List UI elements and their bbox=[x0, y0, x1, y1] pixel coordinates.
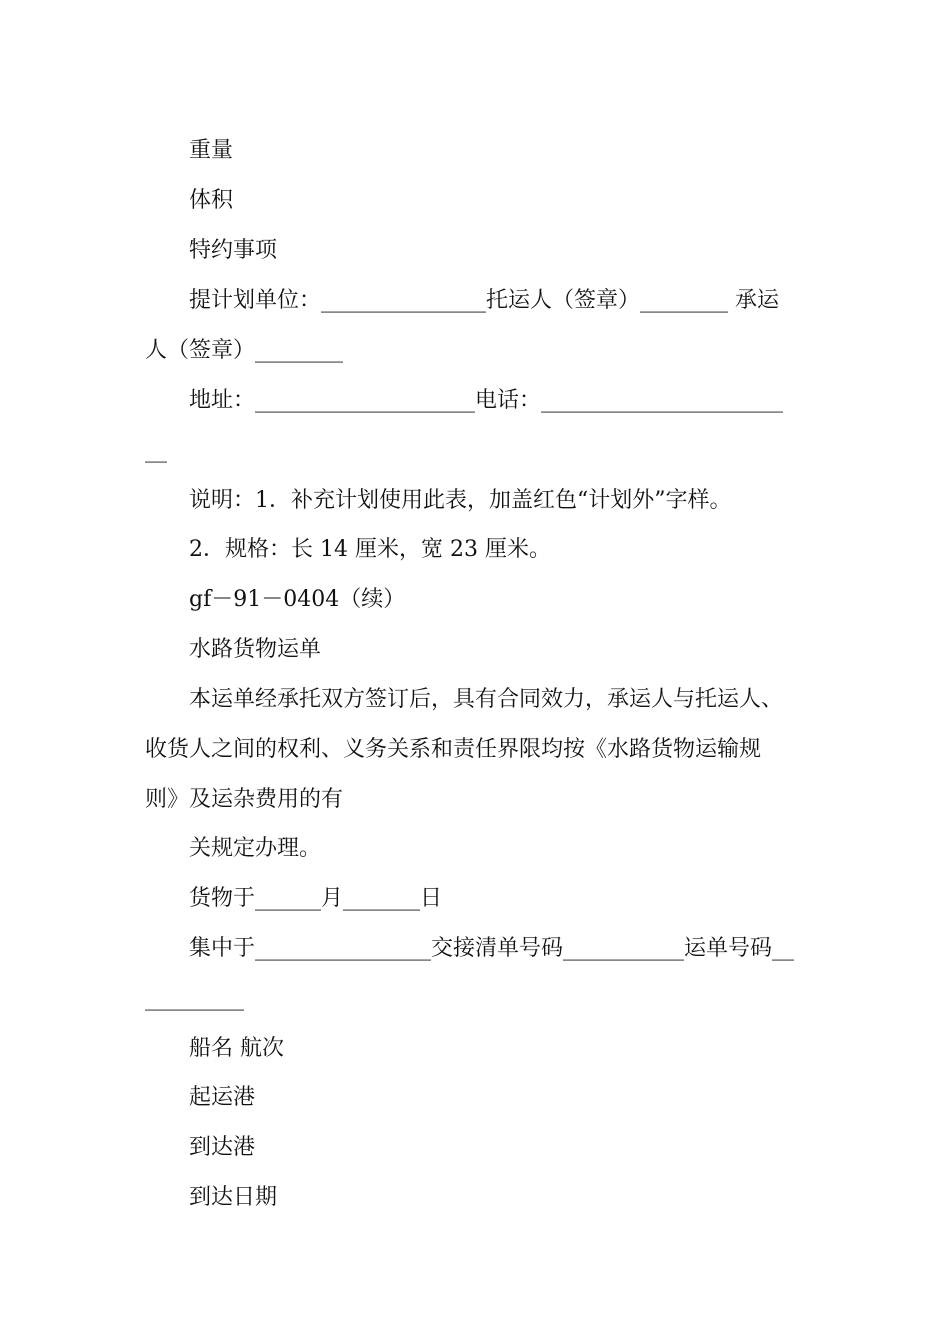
field-weight: 重量 bbox=[189, 138, 234, 163]
cargo-date-line: 货物于______月_______日 bbox=[189, 886, 443, 911]
field-arrival-port: 到达港 bbox=[189, 1135, 256, 1160]
note-1: 说明：1．补充计划使用此表，加盖红色“计划外”字样。 bbox=[189, 488, 732, 513]
field-vessel-voyage: 船名 航次 bbox=[189, 1036, 284, 1061]
field-volume: 体积 bbox=[189, 188, 234, 213]
field-special-terms: 特约事项 bbox=[189, 238, 278, 263]
form-title: 水路货物运单 bbox=[189, 637, 322, 662]
field-arrival-date: 到达日期 bbox=[189, 1185, 278, 1210]
field-departure-port: 起运港 bbox=[189, 1085, 256, 1110]
terms-line-1: 本运单经承托双方签订后，具有合同效力，承运人与托运人、 bbox=[189, 687, 784, 712]
address-phone-line: 地址：____________________电话：______________________ bbox=[189, 388, 784, 413]
address-phone-continuation: __ bbox=[145, 438, 167, 463]
signature-line-planner: 提计划单位：_______________托运人（签章）________ 承运 bbox=[189, 288, 779, 313]
collection-line: 集中于________________交接清单号码___________运单号码__ bbox=[189, 936, 795, 961]
signature-line-carrier: 人（签章）________ bbox=[145, 338, 344, 363]
form-code: gf－91－0404（续） bbox=[189, 587, 406, 612]
terms-line-3: 则》及运杂费用的有 bbox=[145, 787, 344, 812]
note-2: 2．规格：长 14 厘米，宽 23 厘米。 bbox=[189, 537, 551, 562]
terms-line-2: 收货人之间的权利、义务关系和责任界限均按《水路货物运输规 bbox=[145, 737, 762, 762]
collection-line-continuation: _________ bbox=[145, 986, 244, 1011]
terms-line-4: 关规定办理。 bbox=[189, 836, 322, 861]
